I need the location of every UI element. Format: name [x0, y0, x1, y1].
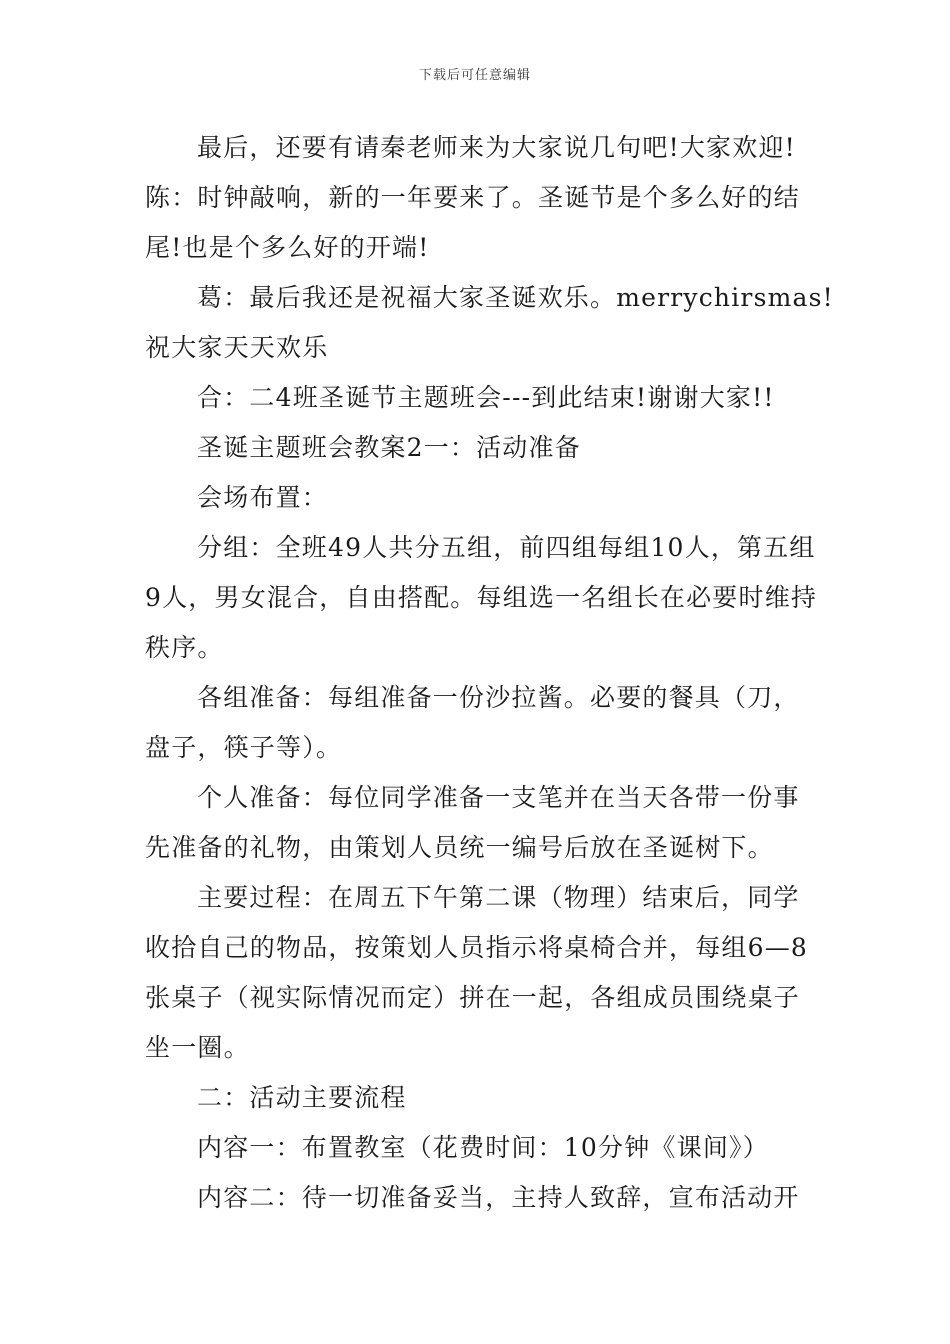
paragraph-line: 秩序。: [145, 633, 224, 662]
paragraph-line: 内容二：待一切准备妥当，主持人致辞，宣布活动开: [197, 1183, 800, 1212]
paragraph-line: 合：二4班圣诞节主题班会---到此结束!谢谢大家!!: [197, 383, 775, 412]
paragraph-line: 葛：最后我还是祝福大家圣诞欢乐。merrychirsmas!: [197, 283, 834, 312]
paragraph-line: 主要过程：在周五下午第二课（物理）结束后，同学: [197, 883, 800, 912]
paragraph-line: 尾!也是个多么好的开端!: [145, 233, 430, 262]
paragraph-line: 各组准备：每组准备一份沙拉酱。必要的餐具（刀，: [197, 683, 800, 712]
paragraph-line: 先准备的礼物，由策划人员统一编号后放在圣诞树下。: [145, 833, 774, 862]
paragraph-line: 最后，还要有请秦老师来为大家说几句吧!大家欢迎!: [197, 133, 796, 162]
document-body: [145, 123, 834, 1223]
paragraph-line: 个人准备：每位同学准备一支笔并在当天各带一份事: [197, 783, 800, 812]
paragraph-line: 9人，男女混合，自由搭配。每组选一名组长在必要时维持: [145, 583, 818, 612]
page-header-note: 下载后可任意编辑: [418, 68, 531, 83]
paragraph-line: 内容一：布置教室（花费时间：10分钟《课间》）: [197, 1133, 769, 1162]
paragraph-line: 陈：时钟敲响，新的一年要来了。圣诞节是个多么好的结: [145, 183, 801, 212]
section-heading: 圣诞主题班会教案2一：活动准备: [197, 433, 581, 462]
paragraph-line: 会场布置：: [197, 483, 329, 512]
section-heading: 二：活动主要流程: [197, 1083, 407, 1112]
paragraph-line: 祝大家天天欢乐: [145, 333, 329, 362]
paragraph-line: 盘子，筷子等）。: [145, 733, 343, 762]
paragraph-line: 坐一圈。: [145, 1033, 250, 1062]
paragraph-line: 分组：全班49人共分五组，前四组每组10人，第五组: [197, 533, 816, 562]
paragraph-line: 张桌子（视实际情况而定）拼在一起，各组成员围绕桌子: [145, 983, 801, 1012]
paragraph-line: 收拾自己的物品，按策划人员指示将桌椅合并，每组6—8: [145, 933, 809, 962]
